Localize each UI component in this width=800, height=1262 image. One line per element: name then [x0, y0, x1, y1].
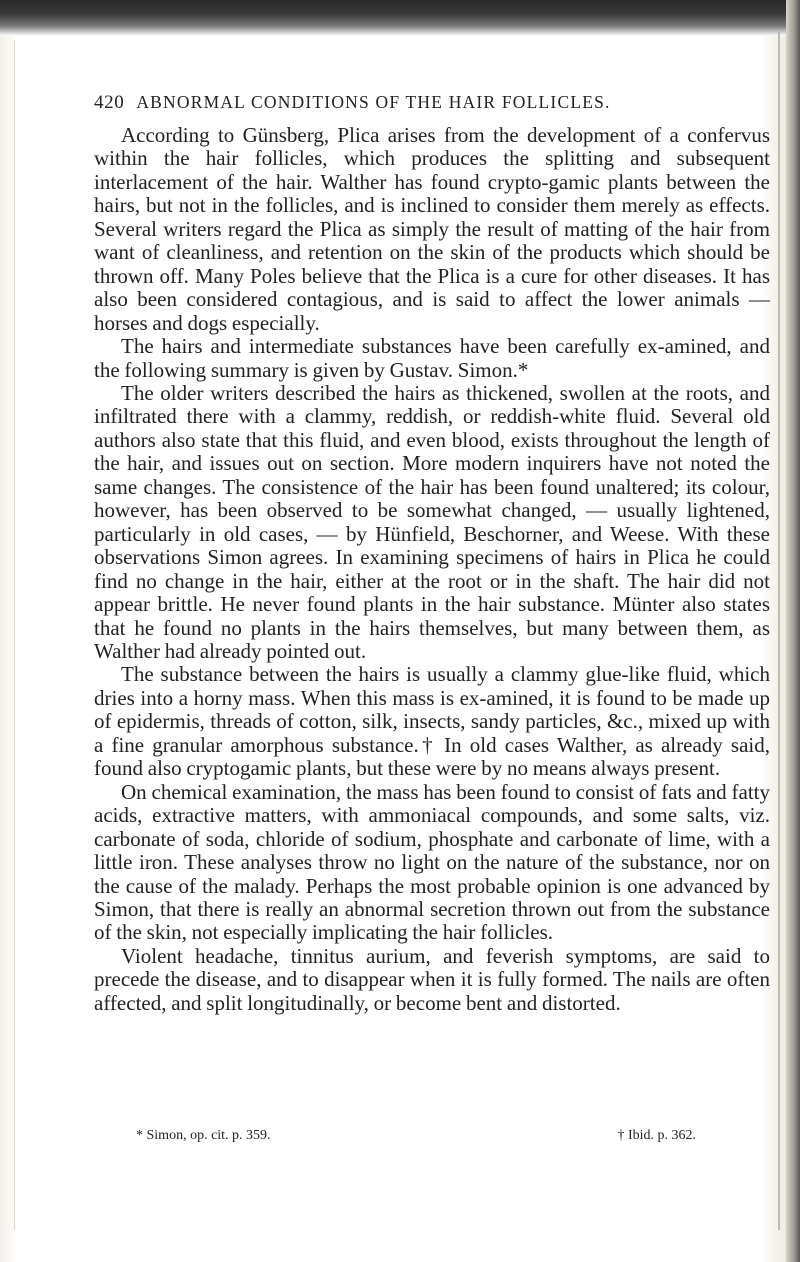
paragraph: The substance between the hairs is usually a clammy glue-like fluid, which dries into a horny mass. When this mass is ex-amined, it is found to be made up of epidermis, threads of cotton, silk, insects, sandy particles, &c., mixed up with a fine granular amorphous substance.† In old cases Walther, as already said, found also cryptogamic plants, but these were by no means always present.	[94, 662, 770, 781]
right-gutter-line	[778, 30, 780, 1230]
paragraph: According to Günsberg, Plica arises from the development of a confervus within the hair follicles, which produces the splitting and subsequent interlacement of the hair. Walther has found crypto-gamic plants between the hairs, but not in the follicles, and is inclined to consider them merely as effects. Several writers regard the Plica as simply the result of matting of the hair from want of cleanliness, and retention on the skin of the products which should be thrown off. Many Poles believe that the Plica is a cure for other diseases. It has also been considered contagious, and is said to affect the lower animals — horses and dogs especially.	[94, 123, 770, 335]
footnotes	[136, 1128, 696, 1148]
running-title: ABNORMAL CONDITIONS OF THE HAIR FOLLICLES.	[136, 92, 611, 112]
paragraph: The hairs and intermediate substances have been carefully ex-amined, and the following summary is given by Gustav. Simon.*	[94, 334, 770, 382]
top-shadow	[0, 0, 800, 36]
footnote-2: † Ibid. p. 362.	[617, 1128, 696, 1143]
body-text	[94, 124, 770, 1015]
paragraph: The older writers described the hairs as thickened, swollen at the roots, and infiltrated there with a clammy, reddish, or reddish-white fluid. Several old authors also state that this fluid, and even blood, exists throughout the length of the hair, and issues out on section. More modern inquirers have not noted the same changes. The consistence of the hair has been found unaltered; its colour, however, has been observed to be somewhat changed, — usually lightened, particularly in old cases, — by Hünfield, Beschorner, and Weese. With these observations Simon agrees. In examining specimens of hairs in Plica he could find no change in the hair, either at the root or in the shaft. The hair did not appear brittle. He never found plants in the hair substance. Münter also states that he found no plants in the hairs themselves, but many between them, as Walther had already pointed out.	[94, 380, 770, 663]
page-number: 420	[94, 92, 125, 113]
page-header	[94, 92, 744, 116]
paragraph: On chemical examination, the mass has been found to consist of fats and fatty acids, extractive matters, with ammoniacal compounds, and some salts, viz. carbonate of soda, chloride of sodium, phosphate and carbonate of lime, with a little iron. These analyses throw no light on the nature of the substance, nor on the cause of the malady. Perhaps the most probable opinion is one advanced by Simon, that there is really an abnormal secretion thrown out from the substance of the skin, not especially implicating the hair follicles.	[94, 779, 770, 945]
footnote-1: * Simon, op. cit. p. 359.	[136, 1128, 271, 1143]
page-edge	[786, 0, 800, 1262]
left-gutter-line	[14, 40, 15, 1230]
paragraph: Violent headache, tinnitus aurium, and feverish symptoms, are said to precede the disease, and to disappear when it is fully formed. The nails are often affected, and split longitudinally, or become bent and distorted.	[94, 943, 770, 1015]
